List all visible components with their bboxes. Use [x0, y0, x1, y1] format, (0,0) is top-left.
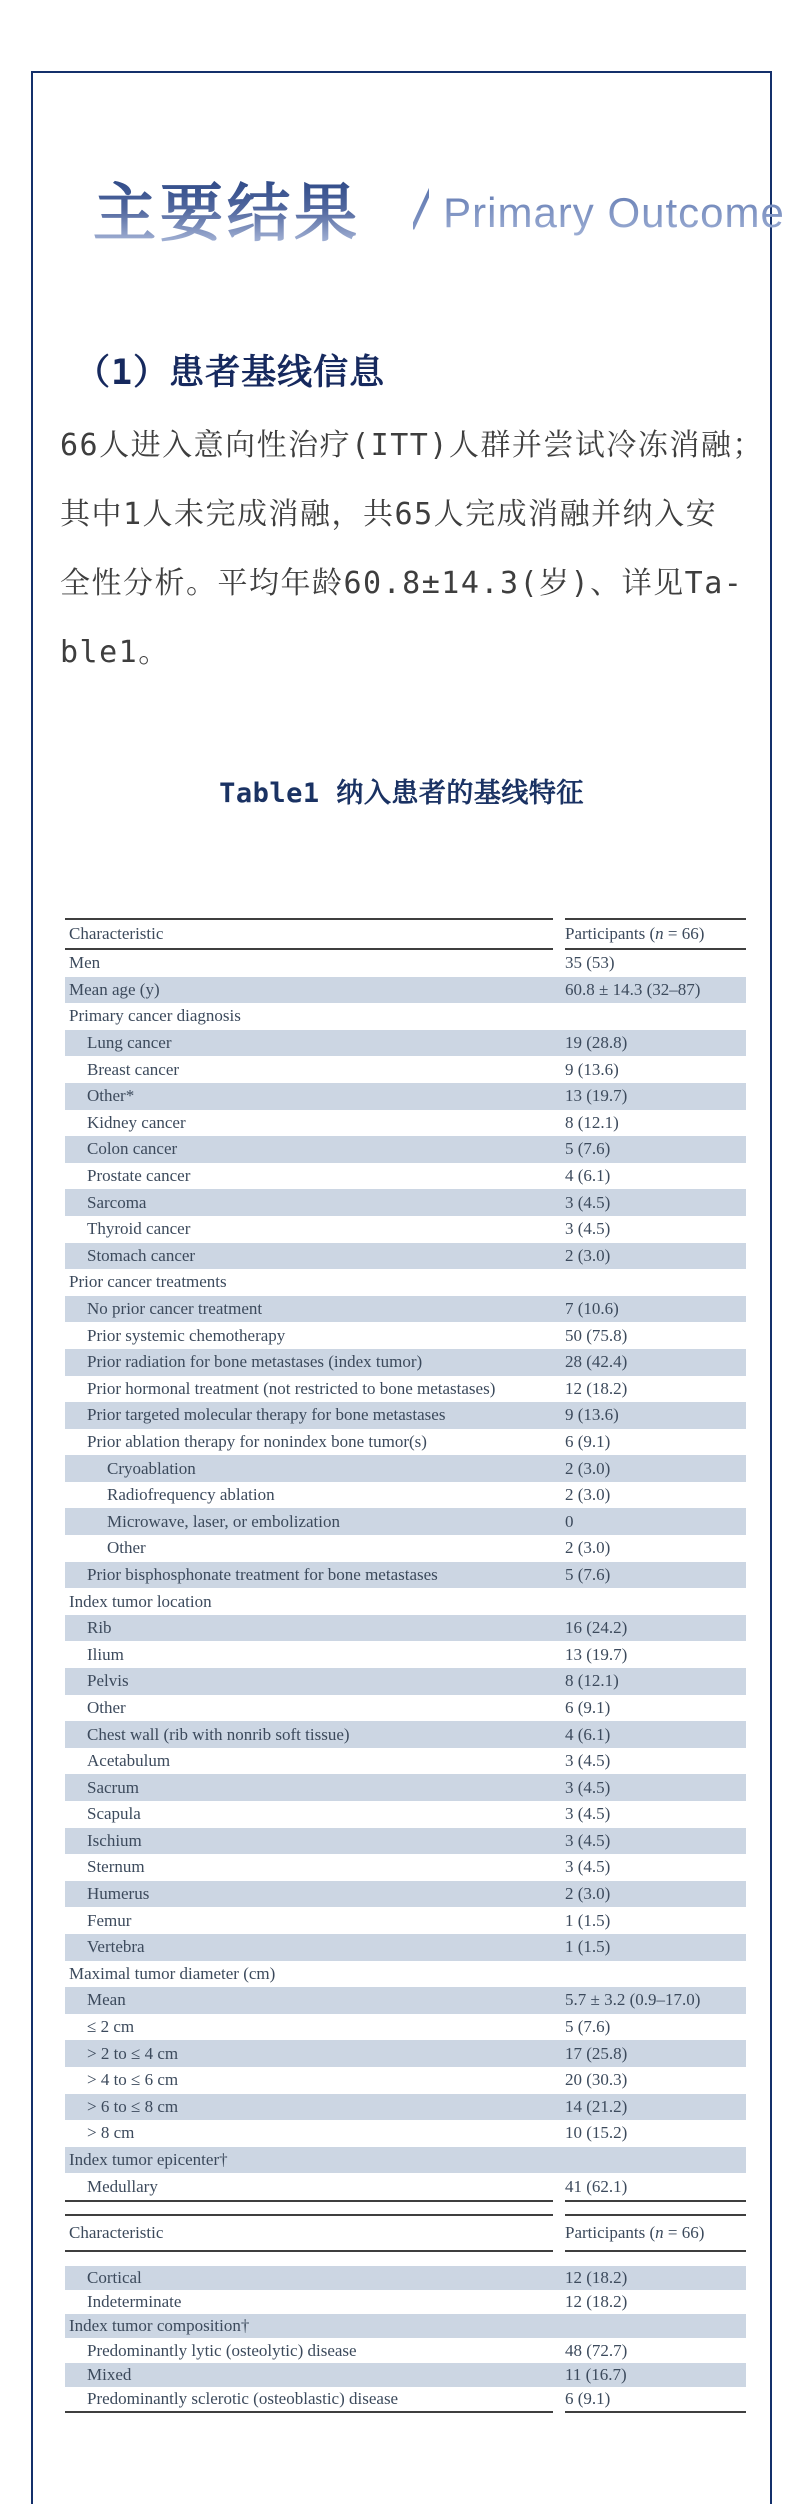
row-value: 20 (30.3) — [565, 2070, 628, 2090]
table-row — [65, 1163, 746, 1190]
table-row — [65, 1322, 746, 1349]
row-label: Pelvis — [87, 1671, 129, 1691]
body-paragraph — [60, 411, 764, 687]
table-row — [65, 1987, 746, 2014]
table-row — [65, 1961, 746, 1988]
table-row — [65, 1721, 746, 1748]
row-value: 3 (4.5) — [565, 1219, 611, 1239]
table-row — [65, 1110, 746, 1137]
row-label: Other* — [87, 1086, 135, 1106]
table-row — [65, 1535, 746, 1562]
row-value: 3 (4.5) — [565, 1751, 611, 1771]
column-header-characteristic: Characteristic — [69, 924, 164, 943]
row-label: Ischium — [87, 1830, 142, 1850]
table-row — [65, 2014, 746, 2041]
row-label: Sacrum — [87, 1777, 139, 1797]
table-row — [65, 2094, 746, 2121]
row-value: 12 (18.2) — [565, 2268, 628, 2287]
table-row — [65, 2067, 746, 2094]
row-value: 60.8 ± 14.3 (32–87) — [565, 979, 701, 999]
row-value: 5 (7.6) — [565, 1564, 611, 1584]
table-row — [65, 1668, 746, 1695]
table-row — [65, 2040, 746, 2067]
table-caption: Table1 纳入患者的基线特征 — [219, 778, 584, 809]
table-row — [65, 1828, 746, 1855]
table-row — [65, 1774, 746, 1801]
row-value: 16 (24.2) — [565, 1618, 628, 1638]
row-value: 6 (9.1) — [565, 1431, 611, 1451]
row-label: Other — [107, 1538, 146, 1558]
row-value: 12 (18.2) — [565, 2292, 628, 2312]
row-label: Other — [87, 1697, 126, 1717]
row-value: 9 (13.6) — [565, 1059, 619, 1079]
row-label: Stomach cancer — [87, 1245, 196, 1265]
table-row — [65, 1508, 746, 1535]
table-row — [65, 1588, 746, 1615]
table-row — [65, 1615, 746, 1642]
row-value: 28 (42.4) — [565, 1352, 628, 1372]
row-value: 48 (72.7) — [565, 2340, 628, 2360]
row-label: Femur — [87, 1910, 132, 1930]
row-value: 8 (12.1) — [565, 1112, 619, 1132]
table-body-part1 — [65, 950, 746, 2200]
row-label: Radiofrequency ablation — [107, 1485, 275, 1505]
row-value: 13 (19.7) — [565, 1086, 628, 1106]
row-label: Kidney cancer — [87, 1112, 186, 1132]
slash-divider: / — [413, 177, 430, 242]
header2-gap — [65, 2252, 746, 2266]
page-title-cn: 主要结果 — [93, 177, 361, 250]
row-label: Prior ablation therapy for nonindex bone tumor(s) — [87, 1431, 427, 1451]
part2-top-rule — [65, 2214, 746, 2216]
row-label: No prior cancer treatment — [87, 1299, 263, 1319]
row-value: 41 (62.1) — [565, 2176, 628, 2196]
row-value: 17 (25.8) — [565, 2043, 628, 2063]
row-value: 2 (3.0) — [565, 1485, 611, 1505]
row-label: > 2 to ≤ 4 cm — [87, 2043, 179, 2063]
table-row — [65, 1455, 746, 1482]
row-value: 2 (3.0) — [565, 1538, 611, 1558]
row-value: 11 (16.7) — [565, 2364, 627, 2384]
page-header — [93, 163, 785, 253]
row-label: Indeterminate — [87, 2292, 182, 2312]
row-value: 2 (3.0) — [565, 1884, 611, 1904]
table-row — [65, 1429, 746, 1456]
row-label: Rib — [87, 1618, 112, 1638]
table-row — [65, 1881, 746, 1908]
paragraph-line: 其中1人未完成消融，共65人完成消融并纳入安 — [60, 497, 718, 532]
table-row — [65, 2314, 746, 2338]
row-label: Chest wall (rib with nonrib soft tissue) — [87, 1724, 350, 1744]
header2-bottom-rule — [65, 2250, 746, 2252]
table-row — [65, 2147, 746, 2174]
row-label: Acetabulum — [87, 1751, 171, 1771]
row-value: 35 (53) — [565, 953, 615, 973]
table-row — [65, 1482, 746, 1509]
row-value: 3 (4.5) — [565, 1777, 611, 1797]
row-label: Prior cancer treatments — [69, 1272, 227, 1292]
row-label: Ilium — [87, 1644, 124, 1664]
row-value: 1 (1.5) — [565, 1937, 611, 1957]
table-row — [65, 2266, 746, 2290]
table-row — [65, 1269, 746, 1296]
table-row — [65, 1907, 746, 1934]
row-label: Vertebra — [87, 1937, 145, 1957]
row-label: Mean age (y) — [69, 979, 160, 999]
row-value: 5 (7.6) — [565, 1139, 611, 1159]
row-label: > 6 to ≤ 8 cm — [87, 2096, 179, 2116]
paragraph-line: 66人进入意向性治疗(ITT)人群并尝试冷冻消融； — [60, 428, 764, 463]
table-row — [65, 950, 746, 977]
table-row — [65, 2173, 746, 2200]
page-title-en: Primary Outcome — [443, 189, 785, 236]
row-value: 50 (75.8) — [565, 1325, 628, 1345]
row-value: 6 (9.1) — [565, 1697, 611, 1717]
row-label: Colon cancer — [87, 1139, 178, 1159]
table-row — [65, 1854, 746, 1881]
row-label: Index tumor composition† — [69, 2316, 250, 2336]
section-heading: （1）患者基线信息 — [75, 353, 386, 393]
row-label: Mean — [87, 1990, 126, 2010]
table-row — [65, 1083, 746, 1110]
row-value: 8 (12.1) — [565, 1671, 619, 1691]
table-row — [65, 2338, 746, 2362]
row-label: Mixed — [87, 2364, 132, 2384]
row-label: Men — [69, 953, 101, 973]
table-row — [65, 1216, 746, 1243]
table-row — [65, 1243, 746, 1270]
row-label: ≤ 2 cm — [87, 2017, 135, 2037]
row-label: Sarcoma — [87, 1192, 147, 1212]
table-break-gap — [65, 2202, 746, 2214]
table-row — [65, 977, 746, 1004]
row-label: Prior bisphosphonate treatment for bone metastases — [87, 1564, 438, 1584]
row-label: Scapula — [87, 1804, 141, 1824]
row-label: Humerus — [87, 1884, 150, 1904]
row-label: Breast cancer — [87, 1059, 180, 1079]
table-row — [65, 1189, 746, 1216]
row-value: 12 (18.2) — [565, 1378, 628, 1398]
table-row — [65, 1402, 746, 1429]
row-label: Prior radiation for bone metastases (index tumor) — [87, 1352, 423, 1372]
table-row — [65, 1748, 746, 1775]
row-label: Prostate cancer — [87, 1166, 191, 1186]
table-row — [65, 1801, 746, 1828]
table-row — [65, 2120, 746, 2147]
table-body-part2 — [65, 2266, 746, 2411]
row-label: Cryoablation — [107, 1458, 196, 1478]
row-label: Predominantly lytic (osteolytic) disease — [87, 2340, 357, 2360]
table-bottom-rule — [65, 2411, 746, 2413]
row-value: 3 (4.5) — [565, 1804, 611, 1824]
table-header-row-1 — [65, 920, 746, 948]
row-value: 5 (7.6) — [565, 2017, 611, 2037]
row-value: 2 (3.0) — [565, 1245, 611, 1265]
table-row — [65, 1376, 746, 1403]
header-bottom-rule — [65, 948, 746, 950]
row-label: Index tumor location — [69, 1591, 212, 1611]
row-value: 3 (4.5) — [565, 1857, 611, 1877]
table-row — [65, 1562, 746, 1589]
row-label: Predominantly sclerotic (osteoblastic) disease — [87, 2388, 399, 2408]
content-frame — [31, 71, 785, 2504]
row-value: 0 — [565, 1511, 574, 1531]
row-label: Cortical — [87, 2268, 142, 2287]
row-value: 3 (4.5) — [565, 1830, 611, 1850]
row-value: 19 (28.8) — [565, 1033, 628, 1053]
table-row — [65, 1934, 746, 1961]
part1-bottom-rule — [65, 2200, 746, 2202]
row-value: 3 (4.5) — [565, 1192, 611, 1212]
table-header-row-2 — [65, 2216, 746, 2250]
row-label: Index tumor epicenter† — [69, 2150, 228, 2170]
row-label: Prior targeted molecular therapy for bone metastases — [87, 1405, 446, 1425]
table-row — [65, 1030, 746, 1057]
table-row — [65, 1695, 746, 1722]
row-value: 5.7 ± 3.2 (0.9–17.0) — [565, 1990, 701, 2010]
row-value: 13 (19.7) — [565, 1644, 628, 1664]
table-row — [65, 2363, 746, 2387]
row-label: Thyroid cancer — [87, 1219, 191, 1239]
table-row — [65, 1641, 746, 1668]
table-row — [65, 1003, 746, 1030]
row-value: 2 (3.0) — [565, 1458, 611, 1478]
row-label: Prior systemic chemotherapy — [87, 1325, 286, 1345]
column-header-participants-2: Participants (n = 66) — [565, 2222, 705, 2242]
row-label: > 8 cm — [87, 2123, 135, 2143]
row-label: Medullary — [87, 2176, 158, 2196]
row-label: Primary cancer diagnosis — [69, 1006, 241, 1026]
table-row — [65, 2387, 746, 2411]
paragraph-line: 全性分析。平均年龄60.8±14.3(岁)、详见Ta- — [60, 566, 744, 601]
column-header-participants: Participants (n = 66) — [565, 924, 705, 943]
row-value: 6 (9.1) — [565, 2388, 611, 2408]
row-value: 14 (21.2) — [565, 2096, 628, 2116]
row-value: 1 (1.5) — [565, 1910, 611, 1930]
row-label: Sternum — [87, 1857, 145, 1877]
row-label: > 4 to ≤ 6 cm — [87, 2070, 179, 2090]
table-row — [65, 1296, 746, 1323]
row-value: 10 (15.2) — [565, 2123, 628, 2143]
row-value: 7 (10.6) — [565, 1299, 619, 1319]
row-value: 9 (13.6) — [565, 1405, 619, 1425]
baseline-table — [65, 918, 746, 2413]
table-row — [65, 1136, 746, 1163]
row-value: 4 (6.1) — [565, 1166, 611, 1186]
row-label: Prior hormonal treatment (not restricted to bone metastases) — [87, 1378, 496, 1398]
row-label: Lung cancer — [87, 1033, 172, 1053]
column-header-characteristic-2: Characteristic — [69, 2222, 164, 2242]
row-label: Maximal tumor diameter (cm) — [69, 1963, 276, 1983]
row-label: Microwave, laser, or embolization — [107, 1511, 340, 1531]
table-top-rule — [65, 918, 746, 920]
table-row — [65, 2290, 746, 2314]
table-row — [65, 1349, 746, 1376]
paragraph-line: ble1。 — [60, 635, 170, 670]
table-row — [65, 1056, 746, 1083]
row-value: 4 (6.1) — [565, 1724, 611, 1744]
